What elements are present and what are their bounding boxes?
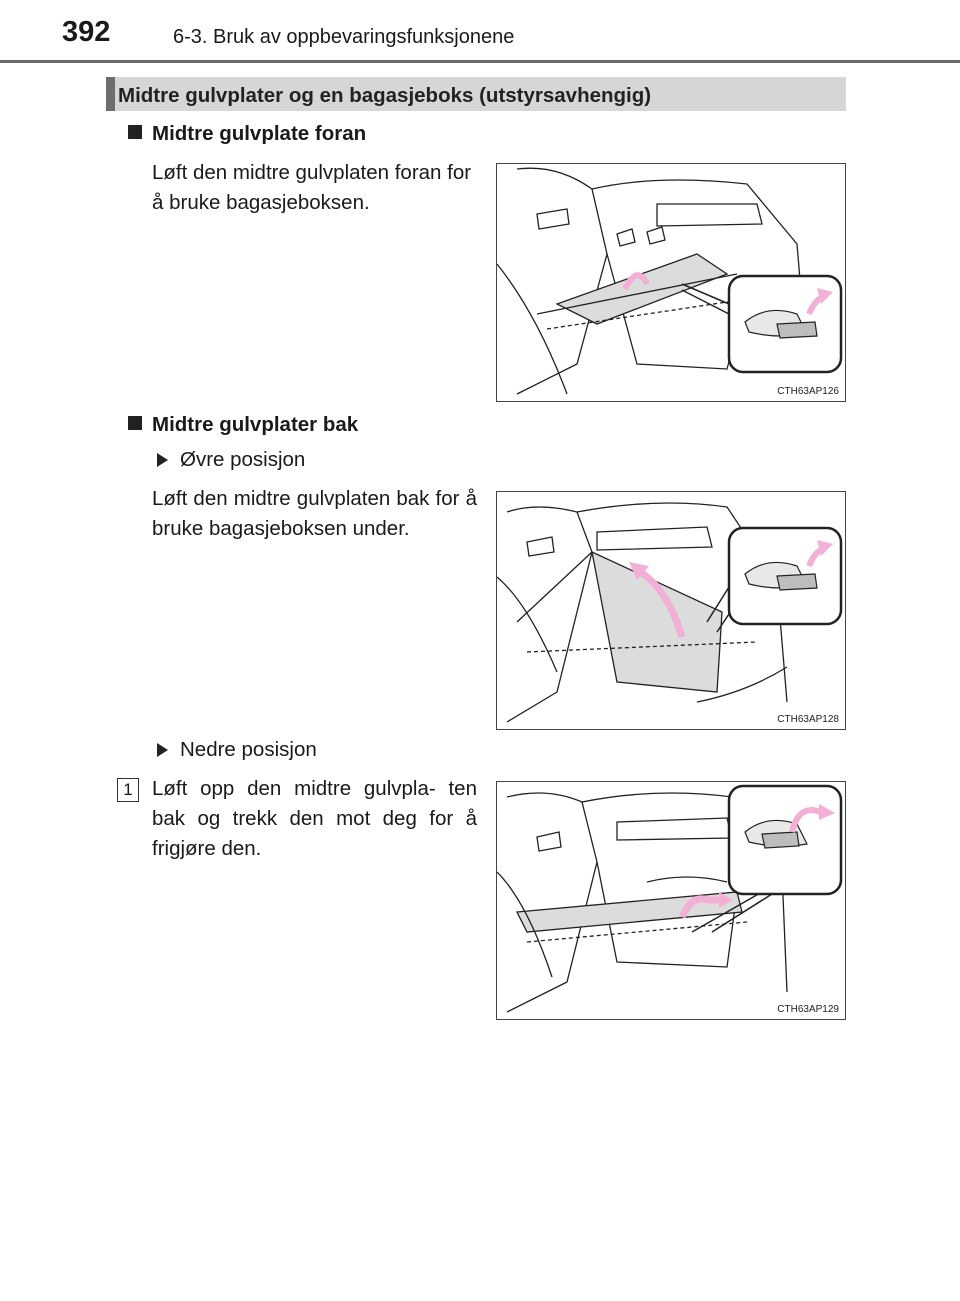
- figure-code: CTH63AP129: [777, 1004, 839, 1015]
- paragraph-upper-position: Løft den midtre gulvplaten bak for å bruke bagasjeboksen under.: [152, 487, 477, 540]
- handle-strap-icon: [777, 574, 817, 590]
- step-number: 1: [117, 778, 139, 802]
- handle-strap-icon: [762, 832, 799, 848]
- bullet-label: Nedre posisjon: [180, 738, 317, 761]
- bullet-upper-position: [157, 448, 305, 472]
- paragraph-front: Løft den midtre gulvplaten foran for å bruke bagasjeboksen.: [152, 161, 472, 214]
- figure-upper-position: [496, 491, 846, 730]
- cargo-illustration-2: [497, 492, 846, 730]
- page-number: 392: [62, 16, 111, 48]
- square-bullet-icon: [128, 125, 142, 139]
- cargo-illustration-3: [497, 782, 846, 1020]
- bullet-lower-position: [157, 738, 317, 762]
- subheading-rear-floor-boards: [128, 413, 358, 437]
- subheading-front-floor-board: [128, 122, 366, 146]
- square-bullet-icon: [128, 416, 142, 430]
- subheading-text: Midtre gulvplater bak: [152, 413, 359, 436]
- figure-front-floor-board: [496, 163, 846, 402]
- header-rule: [0, 60, 960, 63]
- paragraph-lower-position: Løft opp den midtre gulvpla- ten bak og trekk den mot deg for å frigjøre den.: [152, 777, 477, 860]
- section-title: Midtre gulvplater og en bagasjeboks (utstyrsavhengig): [118, 84, 652, 107]
- cargo-illustration-1: [497, 164, 846, 402]
- subheading-text: Midtre gulvplate foran: [152, 122, 367, 145]
- handle-strap-icon: [777, 322, 817, 338]
- triangle-bullet-icon: [157, 453, 168, 467]
- triangle-bullet-icon: [157, 743, 168, 757]
- bullet-label: Øvre posisjon: [180, 448, 306, 471]
- figure-code: CTH63AP128: [777, 714, 839, 725]
- figure-lower-position: [496, 781, 846, 1020]
- section-header: 6-3. Bruk av oppbevaringsfunksjonene: [173, 26, 515, 48]
- figure-code: CTH63AP126: [777, 386, 839, 397]
